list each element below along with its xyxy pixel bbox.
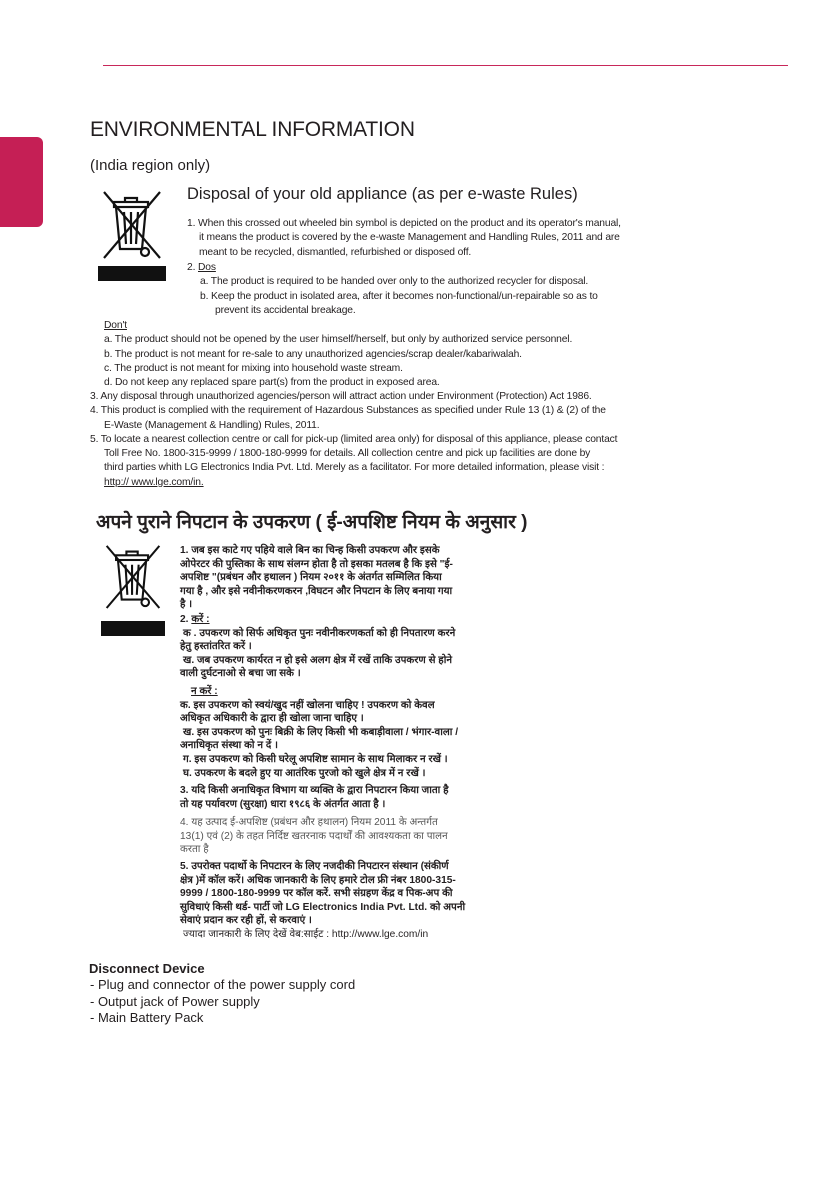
list-item: - Main Battery Pack [90, 1010, 204, 1025]
bin-underline-bar [101, 621, 165, 636]
text-line: अपशिष्ट "(प्रबंधन और हथालन ) नियम २०११ के अंतर्गत सम्मिलित किया [180, 572, 442, 584]
bin-underline-bar [98, 266, 166, 281]
text-line: ख. इस उपकरण को पुनः बिक्री के लिए किसी भी कबाड़ीवाला / भंगार-वाला / [183, 726, 459, 738]
text-line: करता है [180, 844, 209, 856]
dos-label: Dos [198, 262, 216, 273]
english-items-3-5 [90, 390, 617, 490]
text-line: a. The product is required to be handed over only to the authorized recycler for disposal. [200, 276, 589, 288]
dos-label: करें : [191, 614, 210, 625]
hindi-heading: अपने पुराने निपटान के उपकरण ( ई-अपशिष्ट नियम के अनुसार ) [96, 512, 528, 533]
text-line: meant to be recycled, dismantled, refurbished or disposed off. [199, 246, 472, 258]
text-line: 1. जब इस काटे गए पहिये वाले बिन का चिन्ह किसी उपकरण और इसके [180, 545, 440, 556]
hindi-item-3 [180, 784, 449, 811]
text-line: b. The product is not meant for re-sale to any unauthorized agencies/scrap dealer/kabariwalah. [104, 348, 522, 360]
text-line: है । [180, 599, 193, 611]
crossed-bin-icon [101, 539, 165, 636]
crossed-bin-icon [98, 186, 166, 281]
text-line: c. The product is not meant for mixing into household waste stream. [104, 362, 403, 374]
hindi-item-4 [180, 816, 448, 857]
text-line: E-Waste (Management & Handling) Rules, 2011. [104, 419, 320, 431]
text-line: तो यह पर्यावरण (सुरक्षा) धारा १९८६ के अंतर्गत आता है । [180, 798, 386, 810]
hindi-dos [180, 613, 455, 681]
english-item-1 [187, 217, 621, 260]
text-line: b. Keep the product in isolated area, after it becomes non-functional/un-repairable so as to [200, 290, 598, 302]
text-line: 4. यह उत्पाद ई-अपशिष्ट (प्रबंधन और हथालन) नियम 2011 के अन्तर्गत [180, 817, 438, 828]
dos-number: 2. [187, 262, 198, 273]
text-line: घ. उपकरण के बदले हुए या आतंरिक पुरजो को खुले क्षेत्र में न रखें । [183, 767, 426, 779]
text-line: गया है , और इसे नवीनीकरणकरन ,विघटन और निपटान के लिए बनाया गया [180, 585, 453, 597]
hindi-item-5 [180, 860, 465, 942]
dos-heading [187, 261, 598, 275]
dont-label: Don't [104, 320, 127, 331]
dos-heading [180, 613, 455, 627]
text-line: d. Do not keep any replaced spare part(s) from the product in exposed area. [104, 377, 440, 389]
english-dont [104, 319, 572, 390]
region-note: (India region only) [90, 157, 211, 174]
english-heading: Disposal of your old appliance (as per e-waste Rules) [187, 185, 578, 203]
text-line: 5. To locate a nearest collection centre or call for pick-up (limited area only) for disposal of this appliance, please contact [90, 433, 618, 445]
list-item: - Plug and connector of the power supply cord [90, 977, 356, 992]
section-tab-marker [0, 137, 43, 227]
text-line: क . उपकरण को सिर्फ अधिकृत पुनः नवीनीकरणकर्ता को ही निपतारण करने [183, 627, 456, 639]
text-line: prevent its accidental breakage. [215, 304, 356, 316]
hindi-item-1 [180, 544, 453, 612]
english-dos [187, 261, 598, 318]
disconnect-title: Disconnect Device [89, 961, 205, 976]
page-title: ENVIRONMENTAL INFORMATION [90, 118, 415, 141]
header-rule [103, 65, 788, 66]
text-line: ग. इस उपकरण को किसी घरेलू अपशिष्ट सामान के साथ मिलाकर न रखें । [183, 753, 448, 765]
dont-label: न करें : [191, 686, 218, 697]
text-line: हेतु हस्तांतरित करें । [180, 641, 252, 653]
text-line: वाली दुर्घटनाओ से बचा जा सके । [180, 668, 301, 680]
lg-url-link[interactable]: http:// www.lge.com/in. [104, 476, 204, 488]
text-line: it means the product is covered by the e-waste Management and Handling Rules, 2011 and are [199, 232, 620, 244]
text-line: a. The product should not be opened by the user himself/herself, but only by authorized service personnel. [104, 334, 573, 346]
text-line: क. इस उपकरण को स्वयं/खुद नहीं खोलना चाहिए ! उपकरण को केवल [180, 699, 435, 711]
text-line: 3. Any disposal through unauthorized agencies/person will attract action under Environment (Protection) Act 1986. [90, 391, 592, 402]
text-line: सुविधाएं किसी थर्ड- पार्टी जो LG Electronics India Pvt. Ltd. को अपनी [180, 901, 466, 913]
text-line: third parties whith LG Electronics India Pvt. Ltd. Merely as a facilitator. For more detailed information, please visit : [104, 462, 605, 474]
text-line: अधिकृत अधिकारी के द्वारा ही खोला जाना चाहिए । [180, 713, 364, 725]
hindi-dont [180, 685, 458, 780]
list-item: - Output jack of Power supply [90, 993, 260, 1009]
text-line: 13(1) एवं (2) के तहत निर्दिष्ट खतरनाक पदार्थों की आवश्यकता का पालन [180, 830, 448, 842]
text-line: 9999 / 1800-180-9999 पर कॉल करें. सभी संग्रहण केंद्र व पिक-अप की [180, 888, 453, 900]
text-line: Toll Free No. 1800-315-9999 / 1800-180-9999 for details. All collection centre and pick up facilities are done by [104, 448, 591, 460]
text-line: 1. When this crossed out wheeled bin symbol is depicted on the product and its operator's manual, [187, 218, 621, 229]
disconnect-list [90, 977, 355, 1027]
text-line: 5. उपरोक्त पदार्थो के निपटारन के लिए नजदीकी निपटारन संस्थान (संकीर्ण [180, 861, 449, 872]
hindi-more-info: ज्यादा जानकारी के लिए देखें वेब:साईट : http://www.lge.com/in [183, 928, 429, 940]
text-line: सेवाएं प्रदान कर रही हों, से करवाएं । [180, 915, 312, 927]
dos-number: 2. [180, 614, 192, 625]
text-line: 4. This product is complied with the requirement of Hazardous Substances as specified under Rule 13 (1) & (2) of the [90, 405, 606, 417]
text-line: 3. यदि किसी अनाधिकृत विभाग या व्यक्ति के द्वारा निपटारन किया जाता है [180, 785, 449, 796]
text-line: ओपेरटर की पुस्तिका के साथ संलग्न होता है तो इसका मतलब है कि इसे "ई- [180, 558, 453, 570]
text-line: ख. जब उपकरण कार्यरत न हो इसे अलग क्षेत्र में रखें ताकि उपकरण से होने [183, 654, 452, 666]
text-line: अनाधिकृत संस्था को न दें । [180, 740, 278, 752]
text-line: क्षेत्र )में कॉल करें। अधिक जानकारी के लिए हमारे टोल फ्री नंबर 1800-315- [180, 874, 456, 886]
